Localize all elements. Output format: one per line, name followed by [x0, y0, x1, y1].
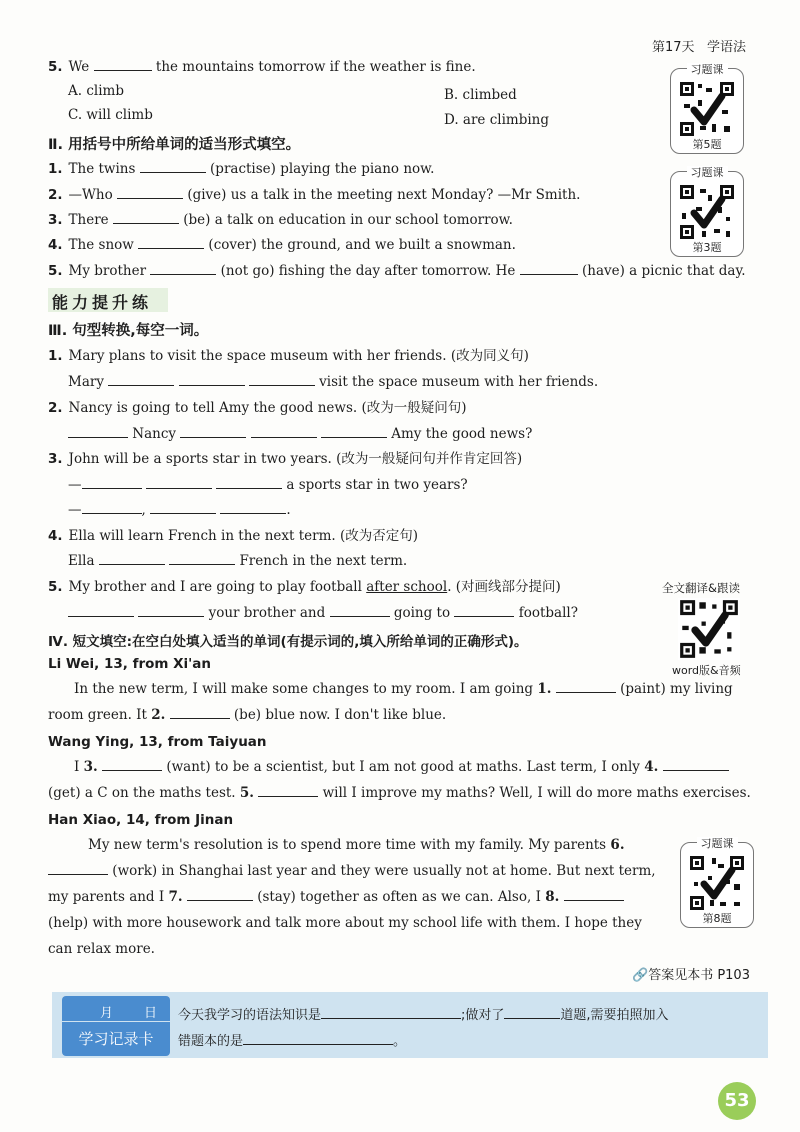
- answer-blank[interactable]: [321, 425, 387, 438]
- answer-blank[interactable]: [94, 58, 152, 71]
- answer-blank[interactable]: [82, 501, 142, 514]
- option-d[interactable]: D. are climbing: [444, 112, 550, 128]
- answer-blank[interactable]: [146, 476, 212, 489]
- answer-blank[interactable]: [216, 476, 282, 489]
- qr-code-icon: [678, 80, 736, 138]
- topic-label: 学语法: [706, 40, 746, 55]
- answer-blank[interactable]: [454, 604, 514, 617]
- paragraph-wang-ying: I 3. (want) to be a scientist, but I am not good at maths. Last term, I only 4. (get) a C on the maths test. 5. will I improve my maths? Well, I will do more maths exercises.: [48, 759, 751, 801]
- sec2-item-1: 1. The twins (practise) playing the piano now.: [48, 161, 435, 177]
- improve-title: 能力提升练: [52, 293, 153, 312]
- answer-blank[interactable]: [82, 476, 142, 489]
- sec3-q4: 4. Ella will learn French in the next term. (改为否定句): [48, 528, 419, 544]
- paragraph-li-wei: In the new term, I will make some changes to my room. I am going 1. (paint) my living room green. It 2. (be) blue now. I don't like blue.: [48, 681, 733, 723]
- month-label: 月: [100, 1006, 114, 1021]
- answer-blank[interactable]: [663, 758, 729, 771]
- answer-blank[interactable]: [520, 262, 578, 275]
- answer-blank[interactable]: [330, 604, 390, 617]
- sec2-item-5: 5. My brother (not go) fishing the day after tomorrow. He (have) a picnic that day.: [48, 263, 746, 279]
- answer-blank[interactable]: [113, 211, 179, 224]
- record-line-1: 今天我学习的语法知识是 ;做对了 道题,需要拍照加入: [178, 1008, 669, 1023]
- answer-blank[interactable]: [150, 501, 216, 514]
- option-b[interactable]: B. climbed: [444, 87, 517, 103]
- improve-title-bar: [48, 288, 168, 312]
- option-a[interactable]: A. climb: [68, 83, 124, 99]
- answer-blank[interactable]: [108, 373, 174, 386]
- answer-blank[interactable]: [68, 425, 128, 438]
- answer-blank[interactable]: [117, 186, 183, 199]
- answer-blank[interactable]: [138, 604, 204, 617]
- sec3-q2: 2. Nancy is going to tell Amy the good news. (改为一般疑问句): [48, 400, 467, 416]
- person-wang-ying: Wang Ying, 13, from Taiyuan: [48, 734, 267, 750]
- answer-blank[interactable]: [564, 888, 624, 901]
- answer-blank[interactable]: [150, 262, 216, 275]
- sec3-q4-answer: Ella French in the next term.: [68, 553, 408, 569]
- paragraph-han-xiao: My new term's resolution is to spend more time with my family. My parents 6. (work) in Shanghai last year and they were usually not at home. But next term, my parents and I 7. (stay) together as often as we can. Also, I 8. (help) with more housework and talk more about my school life with them. I hope they can relax more.: [48, 837, 656, 957]
- record-card-title: 学习记录卡: [78, 1030, 154, 1048]
- section-2-title: Ⅱ. 用括号中所给单词的适当形式填空。: [48, 137, 301, 153]
- answer-blank[interactable]: [102, 758, 162, 771]
- answer-blank[interactable]: [48, 862, 108, 875]
- sec2-item-3: 3. There (be) a talk on education in our school tomorrow.: [48, 212, 513, 228]
- record-line-2: 错题本的是 。: [178, 1034, 407, 1049]
- section-3-title: Ⅲ. 句型转换,每空一词。: [48, 323, 209, 339]
- person-li-wei: Li Wei, 13, from Xi'an: [48, 656, 212, 672]
- answer-blank[interactable]: [220, 501, 286, 514]
- person-han-xiao: Han Xiao, 14, from Jinan: [48, 812, 234, 828]
- qr-box-q8[interactable]: 习题课 第8题: [680, 842, 754, 928]
- sec2-item-2: 2. —Who (give) us a talk in the meeting next Monday? —Mr Smith.: [48, 187, 581, 203]
- sec3-q1-answer: Mary visit the space museum with her friends.: [68, 374, 599, 390]
- answer-blank[interactable]: [99, 552, 165, 565]
- sec2-item-4: 4. The snow (cover) the ground, and we built a snowman.: [48, 237, 516, 253]
- sec3-q2-answer: Nancy Amy the good news?: [68, 425, 532, 443]
- qr-label-word: word版&音频: [672, 664, 741, 677]
- day-label: 第17天: [652, 40, 695, 55]
- qr-code-icon: [678, 183, 736, 241]
- page-header: [652, 36, 746, 55]
- answer-blank[interactable]: [180, 425, 246, 438]
- answer-blank[interactable]: [258, 784, 318, 797]
- answer-reference: 🔗答案见本书 P103: [632, 968, 750, 983]
- answer-blank[interactable]: [251, 425, 317, 438]
- day-label: 日: [144, 1006, 158, 1021]
- qr-box-q5[interactable]: 习题课 第5题: [670, 68, 744, 154]
- sec3-q3-answer-2: — , .: [68, 502, 291, 518]
- answer-blank[interactable]: [187, 888, 253, 901]
- qr-code-icon[interactable]: [678, 598, 740, 660]
- answer-blank[interactable]: [556, 680, 616, 693]
- answer-blank[interactable]: [140, 160, 206, 173]
- section-4-title: Ⅳ. 短文填空:在空白处填入适当的单词(有提示词的,填入所给单词的正确形式)。: [48, 634, 528, 650]
- wrong-question-blank[interactable]: [243, 1032, 393, 1045]
- qr-box-q3[interactable]: 习题课 第3题: [670, 171, 744, 257]
- record-card-label: [62, 996, 170, 1056]
- answer-blank[interactable]: [138, 236, 204, 249]
- underlined-phrase: after school: [366, 579, 448, 595]
- sec3-q5: 5. My brother and I are going to play football after school. (对画线部分提问): [48, 579, 561, 595]
- answer-blank[interactable]: [179, 373, 245, 386]
- link-icon: 🔗: [632, 968, 649, 983]
- grammar-blank[interactable]: [321, 1006, 461, 1019]
- qr-code-icon: [688, 854, 746, 912]
- sec3-q1: 1. Mary plans to visit the space museum with her friends. (改为同义句): [48, 348, 529, 364]
- option-c[interactable]: C. will climb: [68, 107, 153, 123]
- answer-blank[interactable]: [68, 604, 134, 617]
- answer-blank[interactable]: [169, 552, 235, 565]
- count-blank[interactable]: [504, 1006, 560, 1019]
- sec3-q5-answer: your brother and going to football?: [68, 604, 578, 622]
- sec3-q3-answer-1: — a sports star in two years?: [68, 477, 468, 493]
- page-number: 53: [718, 1082, 756, 1120]
- sec3-q3: 3. John will be a sports star in two years. (改为一般疑问句并作肯定回答): [48, 451, 523, 467]
- question-5-top: 5. We the mountains tomorrow if the weather is fine.: [48, 59, 476, 75]
- answer-blank[interactable]: [170, 706, 230, 719]
- qr-label-translation: 全文翻译&跟读: [662, 581, 740, 595]
- answer-blank[interactable]: [249, 373, 315, 386]
